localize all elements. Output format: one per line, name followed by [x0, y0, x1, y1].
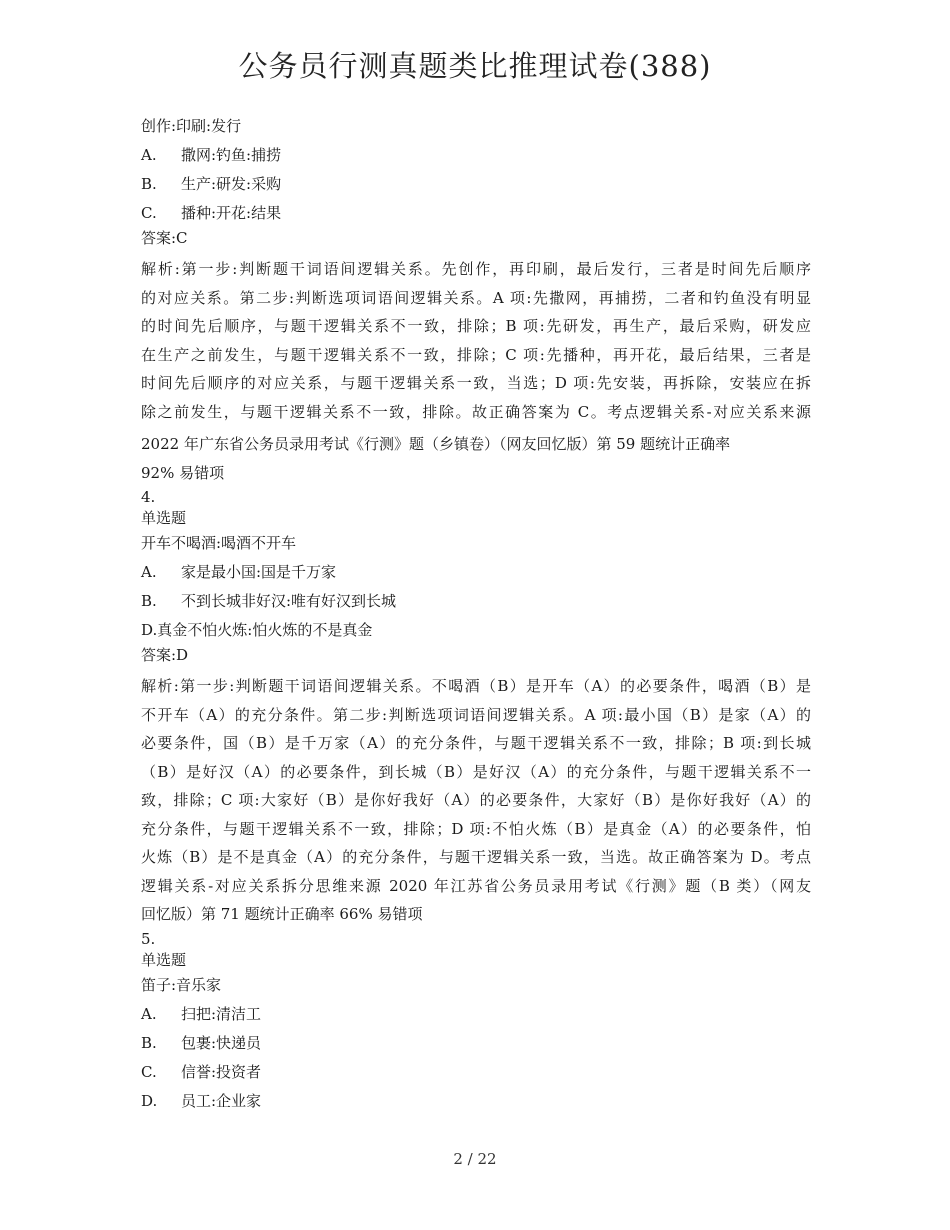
question-type: 单选题: [141, 509, 187, 527]
option-b: B. 生产:研发:采购: [141, 175, 282, 193]
question-type: 单选题: [141, 950, 187, 969]
question-stem: 创作:印刷:发行: [141, 117, 242, 135]
option-d: D.真金不怕火炼:怕火炼的不是真金: [141, 621, 373, 639]
analysis: 解析:第一步:判断题干词语间逻辑关系。不喝酒（B）是开车（A）的必要条件，喝酒（B）是 不开车（A）的充分条件。第二步:判断选项词语间逻辑关系。A 项:最小国（B）是家（A）的 必要条件，国（B）是千万家（A）的充分条件，与题干逻辑关系不一致，排除；B 项:到长城 （B）是好汉（A）的必要条件，到长城（B）是好汉（A）的充分条件，与题干逻辑关系不一 致，排除；C 项:大家好（B）是你好我好（A）的必要条件，大家好（B）是你好我好（A）的 充分条件，与题干逻辑关系不一致，排除；D 项:不怕火炼（B）是真金（A）的必要条件，怕 火炼（B）是不是真金（A）的充分条件，与题干逻辑关系一致，当选。故正确答案为 D。考点 逻辑关系-对应关系拆分思维来源 2020 年江苏省公务员录用考试《行测》题（B 类）（网友 回忆版）第 71 题统计正确率 66% 易错项: [141, 677, 811, 923]
option-a: A. 撒网:钓鱼:捕捞: [141, 146, 282, 164]
page-number: 2 / 22: [453, 1150, 497, 1168]
option-c: C. 信誉:投资者: [141, 1062, 262, 1081]
document-body: [141, 112, 811, 1116]
document-title: 公务员行测真题类比推理试卷(388): [238, 49, 712, 83]
option-c: C. 播种:开花:结果: [141, 204, 282, 222]
option-b: B. 不到长城非好汉:唯有好汉到长城: [141, 592, 397, 610]
answer: 答案:D: [141, 646, 189, 664]
option-a: A. 扫把:清洁工: [141, 1004, 262, 1023]
question-stem: 开车不喝酒:喝酒不开车: [141, 534, 297, 552]
option-d: D. 员工:企业家: [141, 1091, 262, 1110]
option-b: B. 包裹:快递员: [141, 1033, 262, 1052]
question-number: 5.: [141, 929, 156, 948]
analysis: 解析:第一步:判断题干词语间逻辑关系。先创作，再印刷，最后发行，三者是时间先后顺序 的对应关系。第二步:判断选项词语间逻辑关系。A 项:先撒网，再捕捞，二者和钓鱼没有明显 的时间先后顺序，与题干逻辑关系不一致，排除；B 项:先研发，再生产，最后采购，研发应 在生产之前发生，与题干逻辑关系不一致，排除；C 项:先播种，再开花，最后结果，三者是 时间先后顺序的对应关系，与题干逻辑关系一致，当选；D 项:先安装，再拆除，安装应在拆 除之前发生，与题干逻辑关系不一致，排除。故正确答案为 C。考点逻辑关系-对应关系来源 2022 年广东省公务员录用考试《行测》题（乡镇卷）（网友回忆版）第 59 题统计正确率 92% 易错项: [141, 260, 811, 482]
option-a: A. 家是最小国:国是千万家: [141, 563, 337, 581]
question-stem: 笛子:音乐家: [141, 975, 222, 994]
answer: 答案:C: [141, 229, 188, 247]
question-number: 4.: [141, 488, 156, 506]
